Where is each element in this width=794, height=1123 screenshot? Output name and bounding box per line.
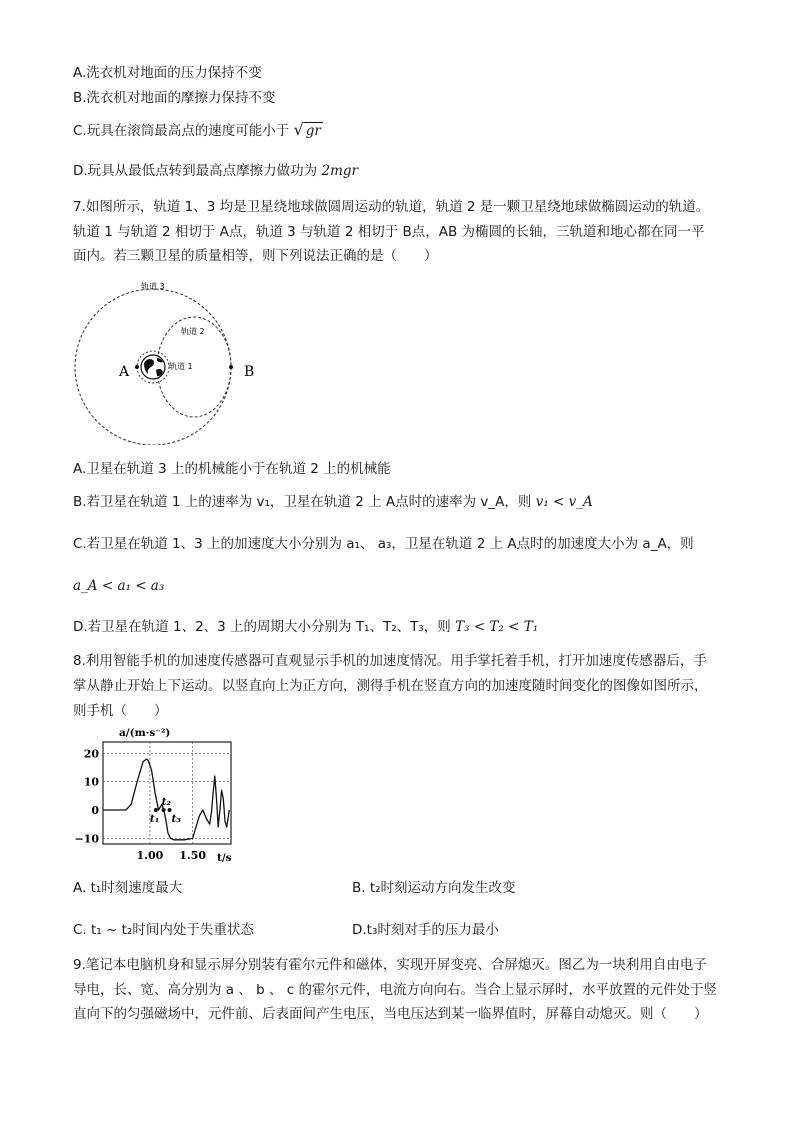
q7-stem-line1: 7.如图所示，轨道 1、3 均是卫星绕地球做圆周运动的轨道，轨道 2 是一颗卫星绕地球做椭圆运动的轨道。	[73, 199, 710, 215]
chart-marker-dot	[154, 808, 158, 812]
q9-stem-line2: 导电，长、宽、高分别为 a 、 b 、 c 的霍尔元件，电流方向向右。当合上显示屏时，水平放置的元件处于竖	[73, 982, 718, 998]
orbit-3-label: 轨道 3	[141, 282, 165, 291]
q7-option-c-math: a_A < a₁ < a₃	[73, 578, 165, 594]
q6-option-c	[73, 121, 323, 140]
q6-option-d-math: 2mgr	[321, 163, 358, 179]
point-b-label: B	[244, 364, 255, 380]
q7-stem-line2: 轨道 1 与轨道 2 相切于 A点，轨道 3 与轨道 2 相切于 B点，AB 为椭圆的长轴，三轨道和地心都在同一平	[73, 224, 705, 240]
q8-option-a: A. t₁时刻速度最大	[73, 880, 183, 896]
q7-option-b-text: B.若卫星在轨道 1 上的速率为 v₁，卫星在轨道 2 上 A点时的速率为 v_A，则	[73, 494, 532, 510]
q8-option-c: C. t₁ ~ t₂时间内处于失重状态	[73, 922, 254, 938]
q8-stem-line3: 则手机（ ）	[73, 703, 168, 719]
q7-option-c-text: C.若卫星在轨道 1、3 上的加速度大小分别为 a₁、 a₃，卫星在轨道 2 上 A点时的加速度大小为 a_A，则	[73, 536, 694, 552]
point-a-label: A	[119, 364, 130, 380]
q6-option-d	[73, 162, 358, 180]
q6-option-d-text: D.玩具从最低点转到最高点摩擦力做功为	[73, 163, 318, 179]
chart-xtick-label: 1.00	[136, 849, 164, 862]
q6-option-b: B.洗衣机对地面的摩擦力保持不变	[73, 90, 276, 106]
q7-stem-line3: 面内。若三颗卫星的质量相等，则下列说法正确的是（ ）	[73, 248, 438, 264]
q7-option-a: A.卫星在轨道 3 上的机械能小于在轨道 2 上的机械能	[73, 461, 391, 477]
chart-ytick-label: 20	[83, 747, 99, 761]
q6-option-c-math: gr	[305, 123, 321, 139]
orbit-1-label: 轨道 1	[169, 362, 193, 371]
chart-ytick-label: 10	[83, 775, 99, 789]
chart-xlabel: t/s	[217, 852, 232, 864]
q6-option-a: A.洗衣机对地面的压力保持不变	[73, 65, 262, 81]
orbit-figure	[73, 275, 268, 445]
q9-stem-line1: 9.笔记本电脑机身和显示屏分别装有霍尔元件和磁体，实现开屏变亮、合屏熄灭。图乙为一块利用自由电子	[73, 957, 707, 973]
chart-ytick-label: −10	[74, 832, 99, 846]
chart-marker-label: t₂	[161, 796, 172, 808]
q6-option-c-text: C.玩具在滚筒最高点的速度可能小于	[73, 123, 290, 139]
acceleration-chart	[73, 722, 243, 867]
q7-option-b-math: v₁ < v_A	[535, 494, 593, 510]
q7-option-d	[73, 618, 538, 636]
sqrt-symbol: √	[293, 120, 304, 139]
orbit-2-label: 轨道 2	[181, 327, 205, 336]
chart-marker-dot	[162, 808, 166, 812]
q8-option-b: B. t₂时刻运动方向发生改变	[352, 880, 516, 896]
point-a-dot	[135, 365, 139, 369]
chart-marker-label: t₃	[171, 813, 182, 825]
q7-option-b	[73, 493, 593, 511]
q8-stem-line2: 掌从静止开始上下运动。以竖直向上为正方向，测得手机在竖直方向的加速度随时间变化的图像如图所示，	[73, 678, 708, 694]
chart-ylabel: a/(m·s⁻²)	[119, 727, 171, 739]
q7-option-d-text: D.若卫星在轨道 1、2、3 上的周期大小分别为 T₁、T₂、T₃，则	[73, 619, 451, 635]
chart-ytick-label: 0	[91, 804, 99, 817]
point-b-dot	[229, 365, 233, 369]
q9-stem-line3: 直向下的匀强磁场中，元件前、后表面间产生电压，当电压达到某一临界值时，屏幕自动熄灭。则（ ）	[73, 1006, 708, 1022]
q8-stem-line1: 8.利用智能手机的加速度传感器可直观显示手机的加速度情况。用手掌托着手机，打开加速度传感器后，手	[73, 653, 707, 669]
chart-marker-label: t₁	[149, 813, 160, 825]
q7-option-d-math: T₃ < T₂ < T₁	[455, 619, 539, 635]
chart-marker-dot	[168, 808, 172, 812]
chart-xtick-label: 1.50	[179, 849, 206, 862]
q8-option-d: D.t₃时刻对手的压力最小	[352, 922, 499, 938]
